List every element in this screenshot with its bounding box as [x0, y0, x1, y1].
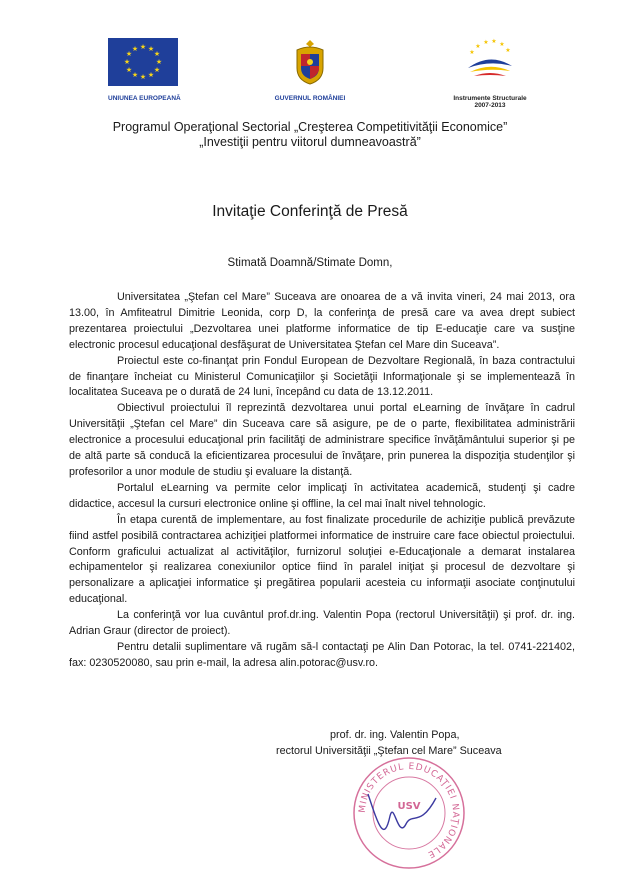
- svg-text:★: ★: [155, 58, 163, 66]
- programme-slogan: „Investiţii pentru viitorul dumneavoastră”: [199, 135, 421, 149]
- stamp-text: MINISTERUL EDUCAŢIEI NAŢIONALE: [357, 761, 461, 860]
- svg-text:★: ★: [153, 50, 161, 58]
- document-title: Invitaţie Conferinţă de Presă: [212, 203, 408, 220]
- official-stamp-icon: [350, 754, 468, 872]
- signatory-role: rectorul Universităţii „Ştefan cel Mare” Suceava: [276, 745, 502, 757]
- svg-text:★: ★: [139, 43, 147, 51]
- svg-text:★: ★: [483, 39, 489, 46]
- stamp-inner: USV: [397, 801, 421, 812]
- structural-instruments-logo: [445, 38, 535, 109]
- salutation: Stimată Doamnă/Stimate Domn,: [227, 257, 393, 269]
- svg-text:★: ★: [475, 43, 481, 50]
- government-logo: [270, 38, 350, 102]
- svg-text:★: ★: [153, 66, 161, 74]
- svg-text:★: ★: [125, 50, 133, 58]
- programme-title: Programul Operaţional Sectorial „Creşterea Competitivităţii Economice”: [112, 120, 508, 134]
- eu-logo: [108, 38, 181, 102]
- svg-text:★: ★: [125, 66, 133, 74]
- structural-instruments-caption: Instrumente Structurale: [453, 95, 527, 102]
- paragraph-objective: Obiectivul proiectului îl reprezintă dezvoltarea unui portal eLearning de învăţare în cadrul Universităţii „Ştefan cel Mare” din Suceava care să asigure, pe de o parte, flexibilitatea administrării electronice a procesului educaţional prin facilităţi de administrare specifice învăţământului superior şi pe de altă parte să conducă la eficientizarea procesului de învăţare, prin punerea la dispoziţia studenţilor şi profesorilor a unor module de studiu şi evaluare la distanţă.: [69, 402, 575, 478]
- structural-instruments-icon: [460, 38, 520, 88]
- logos-row: [0, 38, 620, 118]
- svg-text:★: ★: [491, 38, 497, 45]
- svg-text:★: ★: [499, 41, 505, 48]
- paragraph-speakers: La conferinţă vor lua cuvântul prof.dr.ing. Valentin Popa (rectorul Universităţii) şi prof. dr. ing. Adrian Graur (director de proiect).: [69, 609, 575, 638]
- letter-body: [69, 290, 575, 672]
- svg-text:★: ★: [139, 73, 147, 81]
- eu-caption: UNIUNEA EUROPEANĂ: [108, 95, 181, 102]
- svg-text:★: ★: [147, 71, 155, 79]
- svg-text:★: ★: [131, 45, 139, 53]
- coat-of-arms-icon: [293, 38, 327, 86]
- svg-text:★: ★: [131, 71, 139, 79]
- government-caption: GUVERNUL ROMÂNIEI: [274, 95, 346, 102]
- signatory-name: prof. dr. ing. Valentin Popa,: [330, 729, 460, 741]
- paragraph-implementation: În etapa curentă de implementare, au fost finalizate procedurile de achiziţie publică prevăzute fiind astfel posibilă contractarea achiziţiei platformei informatice de instruire care face obiectul proiectului. Conform graficului actualizat al activităţilor, furnizorul soluţiei e-Educaţionale a demarat instalarea echipamentelor şi realizarea conexiunilor optice fiind în paralel iniţiat şi procesul de dezvoltare şi personalizare a aplicaţiei informatice şi pregătirea popularii acesteia cu informaţii asociate conţinutului educaţional.: [69, 513, 575, 606]
- svg-text:★: ★: [505, 47, 511, 54]
- paragraph-portal: Portalul eLearning va permite celor implicaţi în activitatea academică, studenţi şi cadre didactice, accesul la cursuri electronice online şi offline, la cel mai înalt nivel tehnologic.: [69, 481, 575, 510]
- structural-instruments-years: 2007-2013: [474, 102, 506, 109]
- eu-flag-icon: [108, 38, 178, 86]
- paragraph-contact: Pentru detalii suplimentare vă rugăm să-l contactaţi pe Alin Dan Potorac, la tel. 0741-221402, fax: 0230520080, sau prin e-mail, la adresa alin.potorac@usv.ro.: [69, 640, 575, 669]
- paragraph-financing: Proiectul este co-finanţat prin Fondul European de Dezvoltare Regională, în baza contractului de finanţare încheiat cu Ministerul Comunicaţiilor şi Societăţii Informaţionale şi se implementează în localitatea Suceava pe o durată de 24 luni, începând cu data de 13.12.2011.: [69, 354, 575, 399]
- svg-text:★: ★: [147, 45, 155, 53]
- svg-text:★: ★: [469, 49, 475, 56]
- paragraph-invitation: Universitatea „Ştefan cel Mare” Suceava are onoarea de a vă invita vineri, 24 mai 2013, ora 13.00, în Amfiteatrul Dimitrie Leonida, corp D, la conferinţa de presă care va avea drept subiect prezentarea proiectului „Dezvoltarea unei platforme informatice de tip E-educaţie care va susţine electronic procesul educaţional desfăşurat de Universitatea Ştefan cel Mare din Suceava”.: [69, 291, 575, 351]
- svg-text:★: ★: [123, 58, 131, 66]
